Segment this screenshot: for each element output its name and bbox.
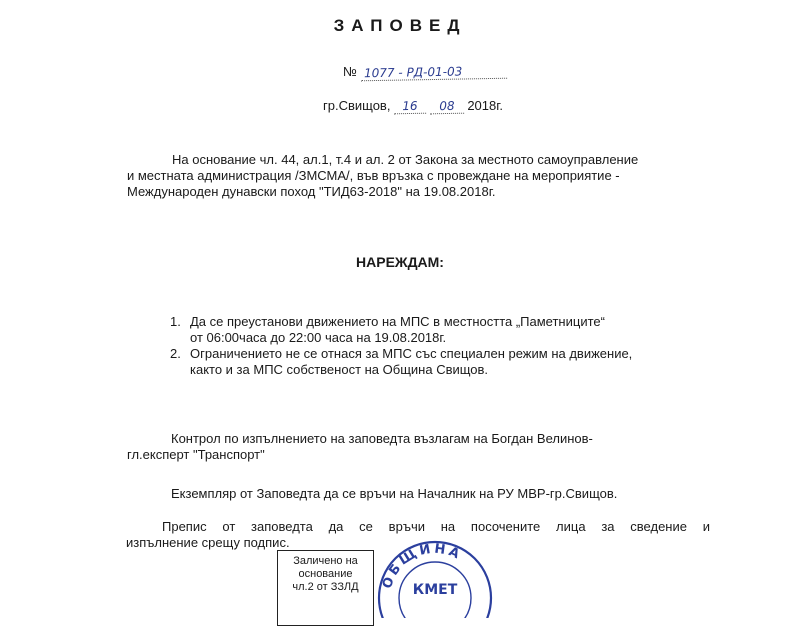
- place-prefix: гр.Свищов,: [323, 98, 391, 113]
- intro-line-2: и местната администрация /ЗМСМА/, във връзка с провеждане на мероприятие -: [127, 168, 620, 183]
- order-item: [170, 314, 710, 346]
- municipality-stamp: [370, 528, 500, 618]
- gdpr-redaction-box: [277, 550, 374, 626]
- intro-line-3: Международен дунавски поход "ТИД63-2018" на 19.08.2018г.: [127, 184, 496, 199]
- transcript-line-2: изпълнение срещу подпис.: [126, 535, 290, 550]
- date-day-handwritten: 16: [394, 99, 426, 115]
- control-line-2: гл.експерт "Транспорт": [127, 447, 265, 462]
- order-item-line: Ограничението не се отнася за МПС със специален режим на движение,: [190, 346, 633, 361]
- order-item-number: 2.: [170, 346, 181, 361]
- intro-line-1: На основание чл. 44, ал.1, т.4 и ал. 2 от Закона за местното самоуправление: [172, 152, 639, 167]
- number-prefix: №: [343, 64, 357, 79]
- order-heading: НАРЕЖДАМ:: [356, 254, 444, 270]
- order-item-line: както и за МПС собственост на Община Свищов.: [190, 362, 489, 377]
- control-line-1: Контрол по изпълнението на заповедта възлагам на Богдан Велинов-: [171, 431, 593, 446]
- intro-paragraph: [127, 152, 727, 200]
- order-number-line: [343, 64, 507, 80]
- order-item-number: 1.: [170, 314, 181, 329]
- document-title: ЗАПОВЕД: [333, 16, 467, 35]
- order-number-handwritten: 1077 - РД-01-03: [360, 64, 506, 82]
- order-item-line: Да се преустанови движението на МПС в местността „Паметниците“: [190, 314, 605, 329]
- stamp-arc-text: ОБЩИНА: [379, 541, 465, 591]
- date-year: 2018г.: [467, 98, 503, 113]
- redaction-line-2: основание: [298, 568, 353, 580]
- order-item: [170, 346, 710, 378]
- redaction-line-1: Заличено на: [293, 555, 358, 567]
- copy-paragraph: Екземпляр от Заповедта да се връчи на Началник на РУ МВР-гр.Свищов.: [171, 486, 618, 501]
- order-list: [170, 314, 710, 378]
- stamp-center-text: КМЕТ: [412, 582, 458, 598]
- order-item-line: от 06:00часа до 22:00 часа на 19.08.2018г.: [190, 330, 447, 345]
- redaction-line-3: чл.2 от ЗЗЛД: [292, 581, 359, 593]
- date-month-handwritten: 08: [430, 99, 464, 115]
- transcript-line-1: Препис от заповедта да се връчи на посочените лица за сведение и: [162, 519, 710, 534]
- control-paragraph: [127, 431, 727, 463]
- date-line: [323, 98, 503, 114]
